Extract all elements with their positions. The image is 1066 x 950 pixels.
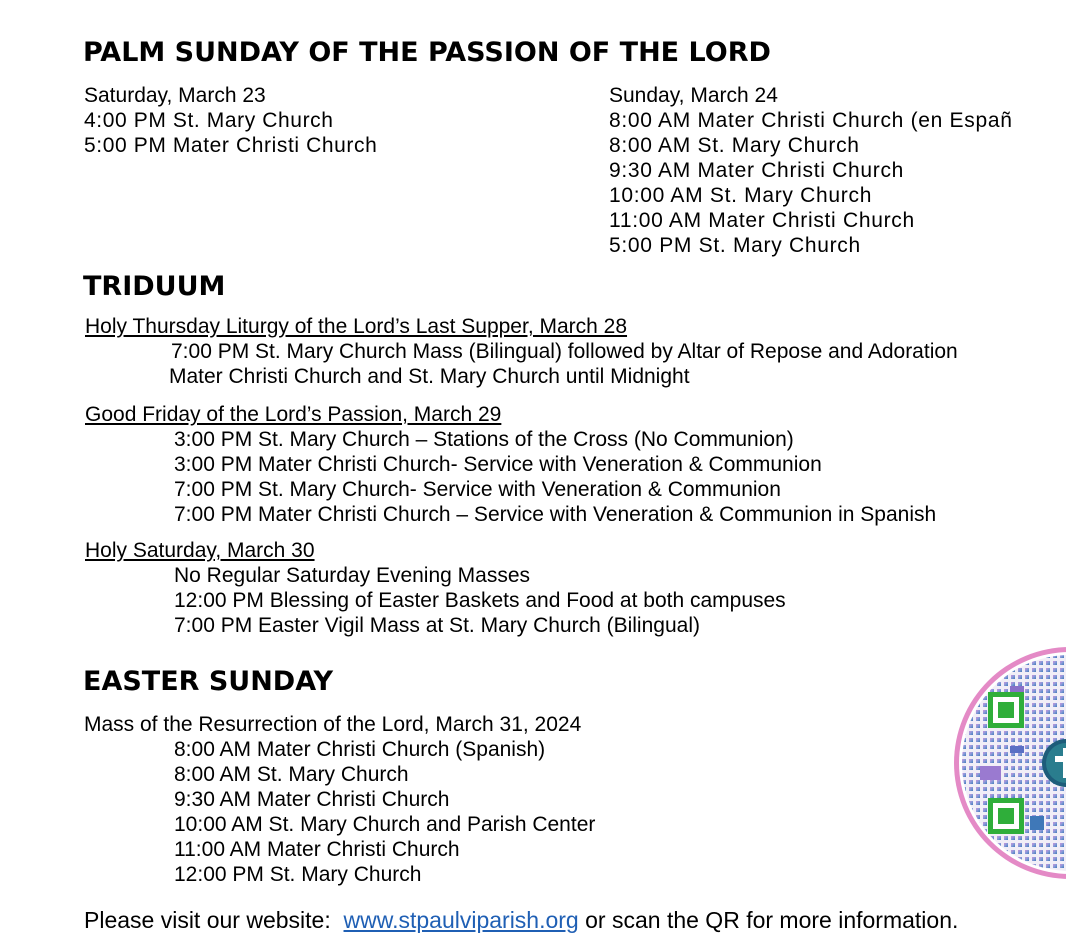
holy-saturday-line: 7:00 PM Easter Vigil Mass at St. Mary Church (Bilingual) — [174, 614, 700, 637]
easter-line: 12:00 PM St. Mary Church — [174, 863, 422, 886]
easter-line: 8:00 AM Mater Christi Church (Spanish) — [174, 738, 546, 761]
footer-suffix: or scan the QR for more information. — [585, 907, 959, 933]
easter-title: Mass of the Resurrection of the Lord, March 31, 2024 — [84, 713, 582, 736]
palm-sunday-time: 8:00 AM St. Mary Church — [609, 134, 860, 157]
palm-sunday-time: 11:00 AM Mater Christi Church — [609, 209, 915, 232]
palm-saturday-block — [84, 83, 377, 158]
easter-line: 10:00 AM St. Mary Church and Parish Center — [174, 813, 596, 836]
qr-code-graphic — [940, 646, 1066, 880]
palm-sunday-time: 10:00 AM St. Mary Church — [609, 184, 873, 207]
palm-sunday-heading: PALM SUNDAY OF THE PASSION OF THE LORD — [83, 37, 771, 68]
good-friday-line: 3:00 PM Mater Christi Church- Service with Veneration & Communion — [174, 453, 822, 476]
palm-sunday-time: 8:00 AM Mater Christi Church (en Españ — [609, 109, 1013, 132]
palm-saturday-date: Saturday, March 23 — [84, 84, 266, 107]
good-friday-line: 7:00 PM Mater Christi Church – Service with Veneration & Communion in Spanish — [174, 503, 937, 526]
palm-saturday-time: 4:00 PM St. Mary Church — [84, 109, 334, 132]
easter-line: 9:30 AM Mater Christi Church — [174, 788, 450, 811]
triduum-heading: TRIDUUM — [83, 271, 226, 302]
easter-block — [174, 737, 595, 887]
easter-line: 8:00 AM St. Mary Church — [174, 763, 409, 786]
palm-saturday-time: 5:00 PM Mater Christi Church — [84, 134, 378, 157]
qr-code[interactable] — [940, 646, 1066, 880]
palm-sunday-time: 9:30 AM Mater Christi Church — [609, 159, 905, 182]
holy-thursday-line: Mater Christi Church and St. Mary Church until Midnight — [169, 365, 690, 388]
easter-sunday-heading: EASTER SUNDAY — [83, 666, 334, 697]
good-friday-line: 7:00 PM St. Mary Church- Service with Veneration & Communion — [174, 478, 781, 501]
easter-line: 11:00 AM Mater Christi Church — [174, 838, 460, 861]
footer-prefix: Please visit our website: — [84, 907, 331, 933]
holy-saturday-line: No Regular Saturday Evening Masses — [174, 564, 531, 587]
footer — [84, 906, 958, 934]
holy-saturday-line: 12:00 PM Blessing of Easter Baskets and Food at both campuses — [174, 589, 786, 612]
palm-sunday-block — [609, 83, 1013, 258]
holy-thursday-title: Holy Thursday Liturgy of the Lord’s Last Supper, March 28 — [85, 315, 628, 338]
good-friday-title: Good Friday of the Lord’s Passion, March 29 — [85, 403, 502, 426]
good-friday-line: 3:00 PM St. Mary Church – Stations of the Cross (No Communion) — [174, 428, 794, 451]
palm-sunday-date: Sunday, March 24 — [609, 84, 778, 107]
holy-saturday-block — [174, 563, 786, 638]
palm-sunday-time: 5:00 PM St. Mary Church — [609, 234, 861, 257]
website-link[interactable]: www.stpaulviparish.org — [343, 907, 579, 933]
holy-thursday-line: 7:00 PM St. Mary Church Mass (Bilingual) followed by Altar of Repose and Adoration — [171, 340, 958, 363]
holy-saturday-title: Holy Saturday, March 30 — [85, 539, 315, 562]
good-friday-block — [174, 427, 936, 527]
